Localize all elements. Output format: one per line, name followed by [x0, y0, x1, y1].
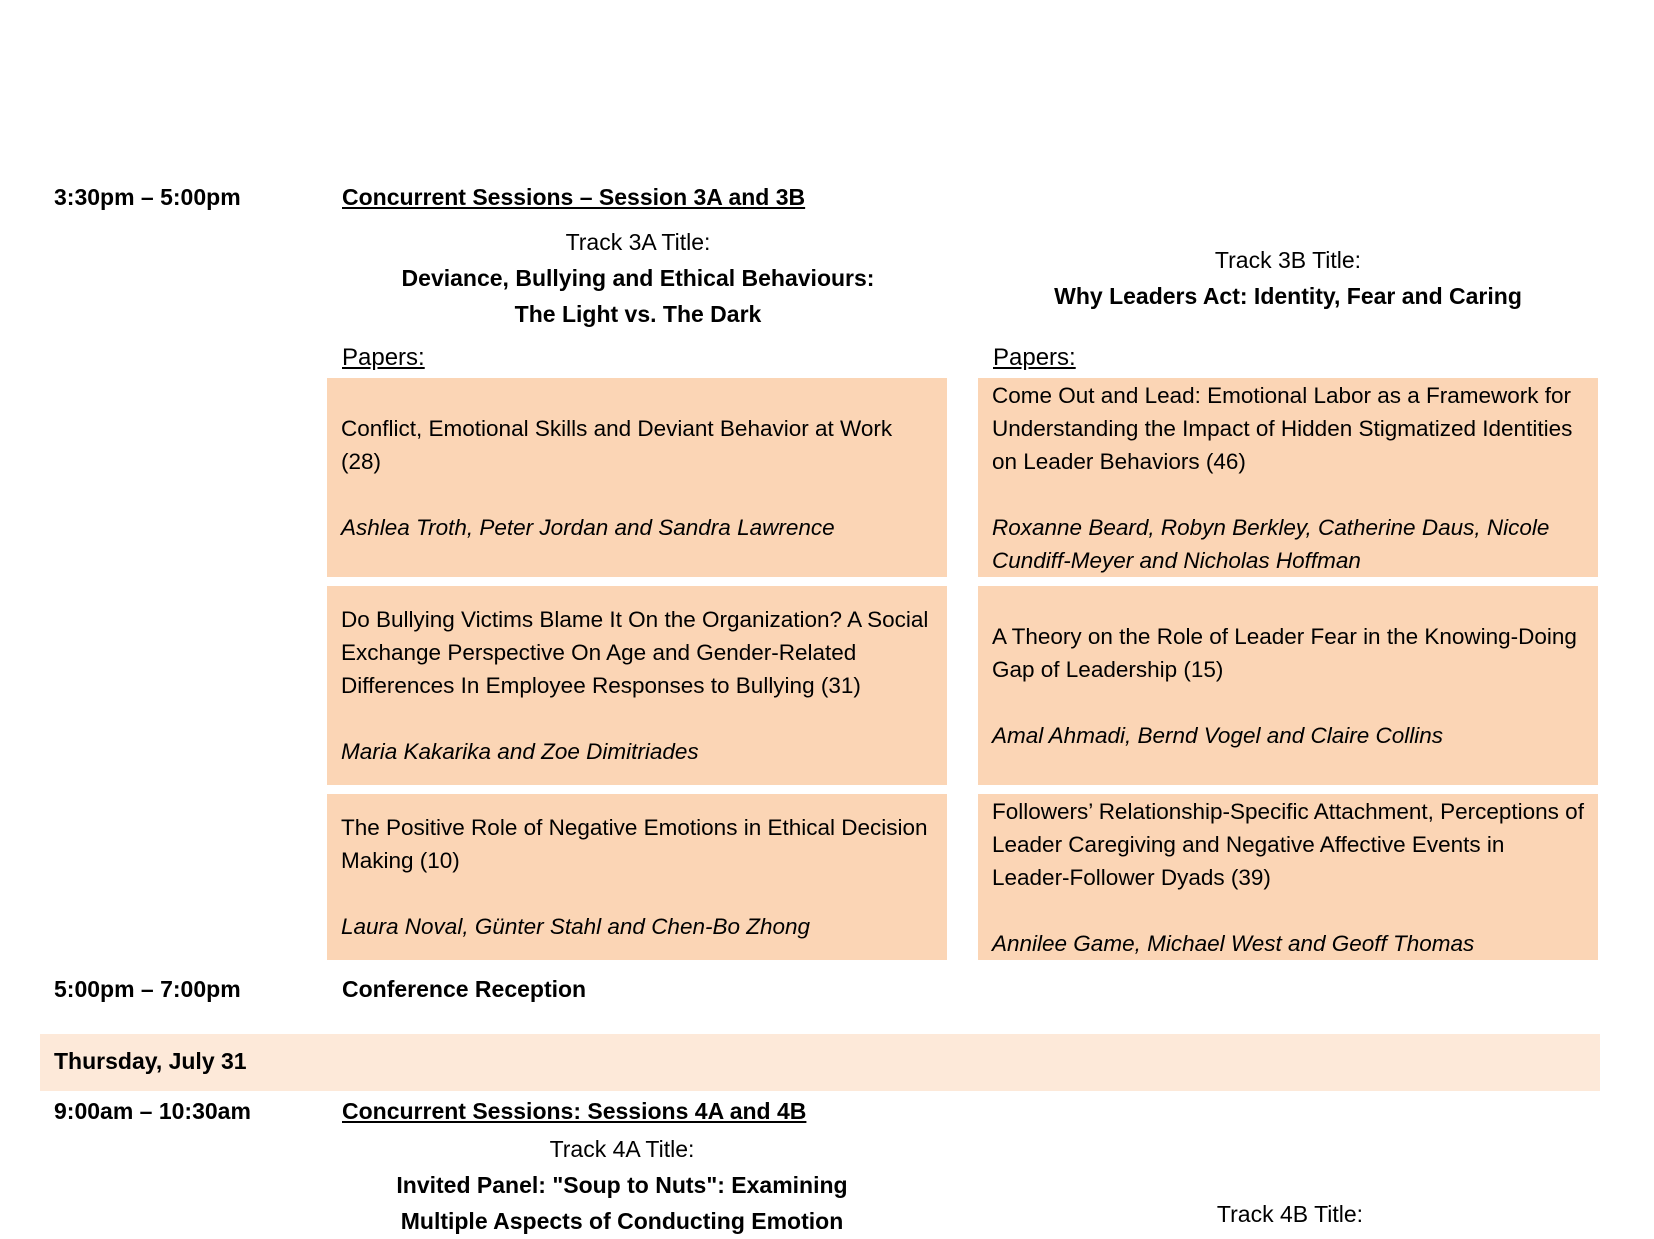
track-3a-name-line1: Deviance, Bullying and Ethical Behaviours:	[401, 265, 875, 291]
reception-time: 5:00pm – 7:00pm	[54, 976, 241, 1002]
paper-card	[978, 378, 1598, 577]
paper-title: The Positive Role of Negative Emotions in Ethical Decision Making (10)	[341, 815, 928, 873]
session-3-heading: Concurrent Sessions – Session 3A and 3B	[342, 184, 806, 210]
track-4a-name-line1: Invited Panel: "Soup to Nuts": Examining	[396, 1172, 848, 1198]
track-3b-papers-label: Papers:	[993, 344, 1076, 371]
track-4a-header	[312, 1131, 932, 1239]
paper-card	[327, 378, 947, 577]
track-3a-papers-label: Papers:	[342, 344, 425, 371]
track-3a-name-line2: The Light vs. The Dark	[514, 301, 762, 327]
track-3b-name: Why Leaders Act: Identity, Fear and Caring	[1054, 283, 1522, 309]
track-4a-label: Track 4A Title:	[549, 1136, 695, 1162]
paper-title: Followers’ Relationship-Specific Attachment, Perceptions of Leader Caregiving and Negative Affective Events in Leader-Follower Dyads (39)	[992, 798, 1584, 890]
paper-title: A Theory on the Role of Leader Fear in the Knowing-Doing Gap of Leadership (15)	[992, 623, 1577, 682]
session-4-heading: Concurrent Sessions: Sessions 4A and 4B	[342, 1098, 807, 1124]
paper-title: Come Out and Lead: Emotional Labor as a Framework for Understanding the Impact of Hidden Stigmatized Identities on Leader Behaviors (46)	[992, 382, 1573, 474]
track-3b-header	[978, 242, 1598, 314]
paper-card	[978, 794, 1598, 960]
paper-authors: Ashlea Troth, Peter Jordan and Sandra Lawrence	[341, 514, 835, 540]
day-header	[40, 1034, 1600, 1091]
paper-card	[978, 586, 1598, 785]
reception-title: Conference Reception	[342, 976, 587, 1002]
track-3a-header	[328, 224, 948, 332]
session-3-time: 3:30pm – 5:00pm	[54, 184, 241, 210]
paper-authors: Laura Noval, Günter Stahl and Chen-Bo Zhong	[341, 914, 811, 939]
paper-authors: Roxanne Beard, Robyn Berkley, Catherine Daus, Nicole Cundiff-Meyer and Nicholas Hoffman	[992, 514, 1550, 573]
paper-title: Do Bullying Victims Blame It On the Organization? A Social Exchange Perspective On Age and Gender-Related Differences In Employee Responses to Bullying (31)	[341, 607, 929, 698]
track-4b-header	[1050, 1196, 1530, 1232]
session-4-time: 9:00am – 10:30am	[54, 1098, 251, 1124]
paper-card	[327, 794, 947, 960]
paper-authors: Annilee Game, Michael West and Geoff Thomas	[992, 930, 1475, 956]
track-3a-label: Track 3A Title:	[565, 229, 711, 255]
paper-title: Conflict, Emotional Skills and Deviant Behavior at Work (28)	[341, 415, 893, 474]
paper-authors: Amal Ahmadi, Bernd Vogel and Claire Collins	[992, 722, 1444, 748]
paper-card	[327, 586, 947, 785]
day-label: Thursday, July 31	[54, 1048, 247, 1074]
track-3b-label: Track 3B Title:	[1214, 247, 1362, 273]
track-4a-name-line2: Multiple Aspects of Conducting Emotion	[400, 1208, 844, 1234]
paper-authors: Maria Kakarika and Zoe Dimitriades	[341, 739, 699, 764]
track-4b-label: Track 4B Title:	[1216, 1201, 1364, 1227]
